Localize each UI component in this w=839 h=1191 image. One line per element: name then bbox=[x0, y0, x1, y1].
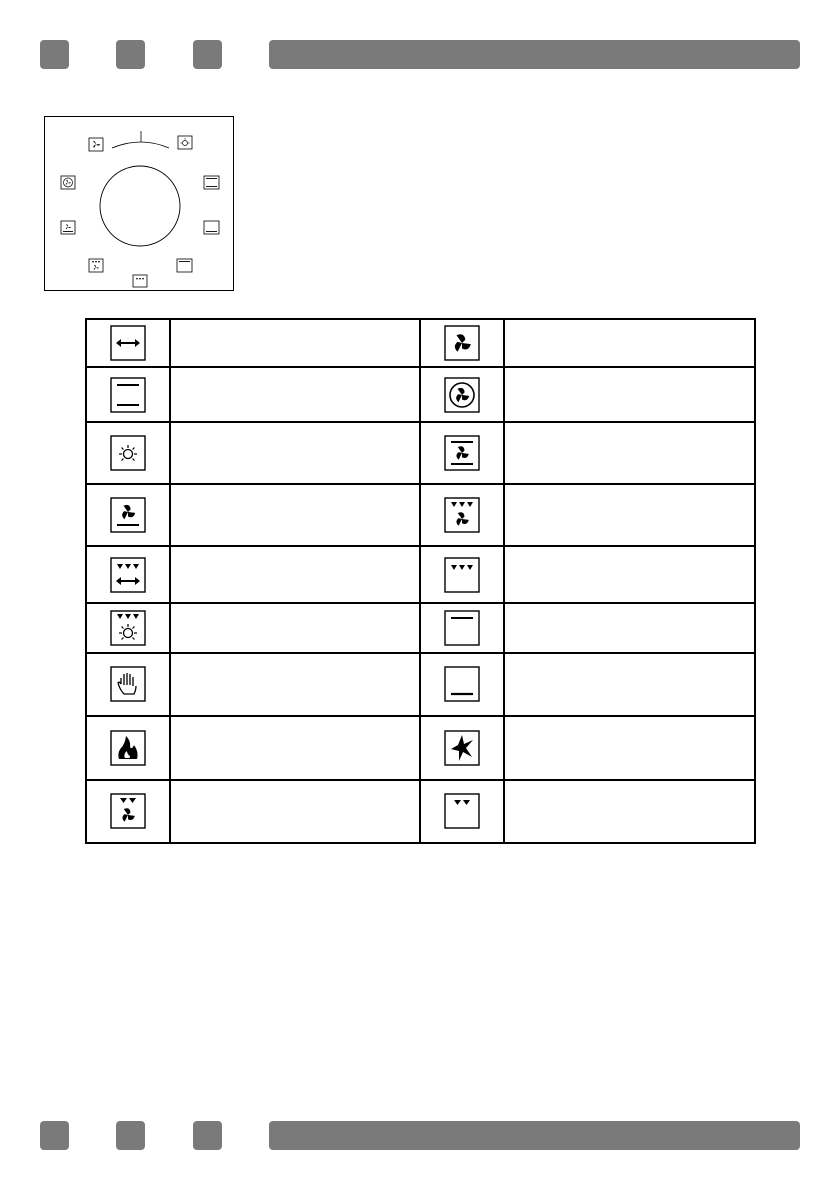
star-icon bbox=[444, 730, 480, 766]
ring-fan-icon bbox=[444, 377, 480, 413]
top-bottom-fan-icon bbox=[444, 435, 480, 471]
function-icon-cell bbox=[86, 367, 170, 422]
function-description bbox=[504, 780, 755, 843]
function-description bbox=[504, 546, 755, 603]
function-row bbox=[86, 422, 755, 484]
dial-bottom-heat-fan-icon bbox=[61, 221, 75, 234]
footer-square-3 bbox=[193, 1121, 222, 1150]
function-description bbox=[170, 484, 420, 546]
function-description bbox=[170, 716, 420, 780]
function-row bbox=[86, 780, 755, 843]
top-bottom-heat-icon bbox=[110, 377, 146, 413]
header-long-bar bbox=[269, 40, 800, 69]
function-icon-cell bbox=[86, 780, 170, 843]
function-icon-cell bbox=[86, 603, 170, 652]
bottom-heat-icon bbox=[444, 666, 480, 702]
grill-light-icon bbox=[110, 610, 146, 646]
function-description bbox=[170, 422, 420, 484]
function-icon-cell bbox=[86, 422, 170, 484]
function-description bbox=[504, 603, 755, 652]
function-row bbox=[86, 546, 755, 603]
header-square-2 bbox=[116, 40, 145, 69]
function-icon-cell bbox=[420, 422, 504, 484]
function-row bbox=[86, 484, 755, 546]
function-row bbox=[86, 716, 755, 780]
light-icon bbox=[110, 435, 146, 471]
function-description bbox=[504, 484, 755, 546]
function-icon-cell bbox=[420, 484, 504, 546]
grill-fan-icon bbox=[444, 497, 480, 533]
function-icon-cell bbox=[86, 653, 170, 716]
function-icon-cell bbox=[420, 603, 504, 652]
footer-long-bar bbox=[269, 1121, 800, 1150]
function-row bbox=[86, 319, 755, 367]
dial-fan-icon bbox=[89, 138, 103, 151]
header-square-3 bbox=[193, 40, 222, 69]
dial-top-bottom-heat-icon bbox=[204, 176, 219, 189]
function-description bbox=[504, 716, 755, 780]
function-description bbox=[170, 603, 420, 652]
function-row bbox=[86, 653, 755, 716]
dial-grill-fan-icon bbox=[89, 259, 103, 272]
function-description bbox=[170, 546, 420, 603]
footer-square-2 bbox=[116, 1121, 145, 1150]
footer-square-1 bbox=[40, 1121, 69, 1150]
fan-icon bbox=[444, 325, 480, 361]
function-icon-cell bbox=[86, 546, 170, 603]
function-description bbox=[170, 319, 420, 367]
dial-light-icon bbox=[178, 136, 192, 149]
function-icon-cell bbox=[86, 716, 170, 780]
function-description bbox=[170, 653, 420, 716]
function-description bbox=[504, 319, 755, 367]
bottom-heat-fan-icon bbox=[110, 497, 146, 533]
function-description bbox=[504, 422, 755, 484]
oven-functions-table bbox=[85, 318, 756, 844]
function-description bbox=[504, 653, 755, 716]
dial-top-heat-icon bbox=[177, 259, 192, 272]
small-grill-fan-icon bbox=[110, 793, 146, 829]
hand-icon bbox=[110, 666, 146, 702]
function-description bbox=[504, 367, 755, 422]
small-grill-icon bbox=[444, 793, 480, 829]
header-square-1 bbox=[40, 40, 69, 69]
function-description bbox=[170, 367, 420, 422]
function-row bbox=[86, 603, 755, 652]
function-icon-cell bbox=[420, 319, 504, 367]
function-icon-cell bbox=[86, 319, 170, 367]
flame-icon bbox=[110, 730, 146, 766]
function-icon-cell bbox=[420, 653, 504, 716]
dial-ring-fan-icon bbox=[61, 176, 75, 189]
arrows-icon bbox=[110, 325, 146, 361]
top-heat-icon bbox=[444, 610, 480, 646]
function-description bbox=[170, 780, 420, 843]
function-icon-cell bbox=[420, 716, 504, 780]
control-knob-diagram bbox=[44, 116, 234, 291]
function-row bbox=[86, 367, 755, 422]
function-icon-cell bbox=[86, 484, 170, 546]
dial-grill-icon bbox=[133, 275, 147, 287]
function-icon-cell bbox=[420, 780, 504, 843]
dial-bottom-heat-icon bbox=[204, 221, 219, 234]
grill-arrows-icon bbox=[110, 557, 146, 593]
function-icon-cell bbox=[420, 367, 504, 422]
function-icon-cell bbox=[420, 546, 504, 603]
grill-icon bbox=[444, 557, 480, 593]
